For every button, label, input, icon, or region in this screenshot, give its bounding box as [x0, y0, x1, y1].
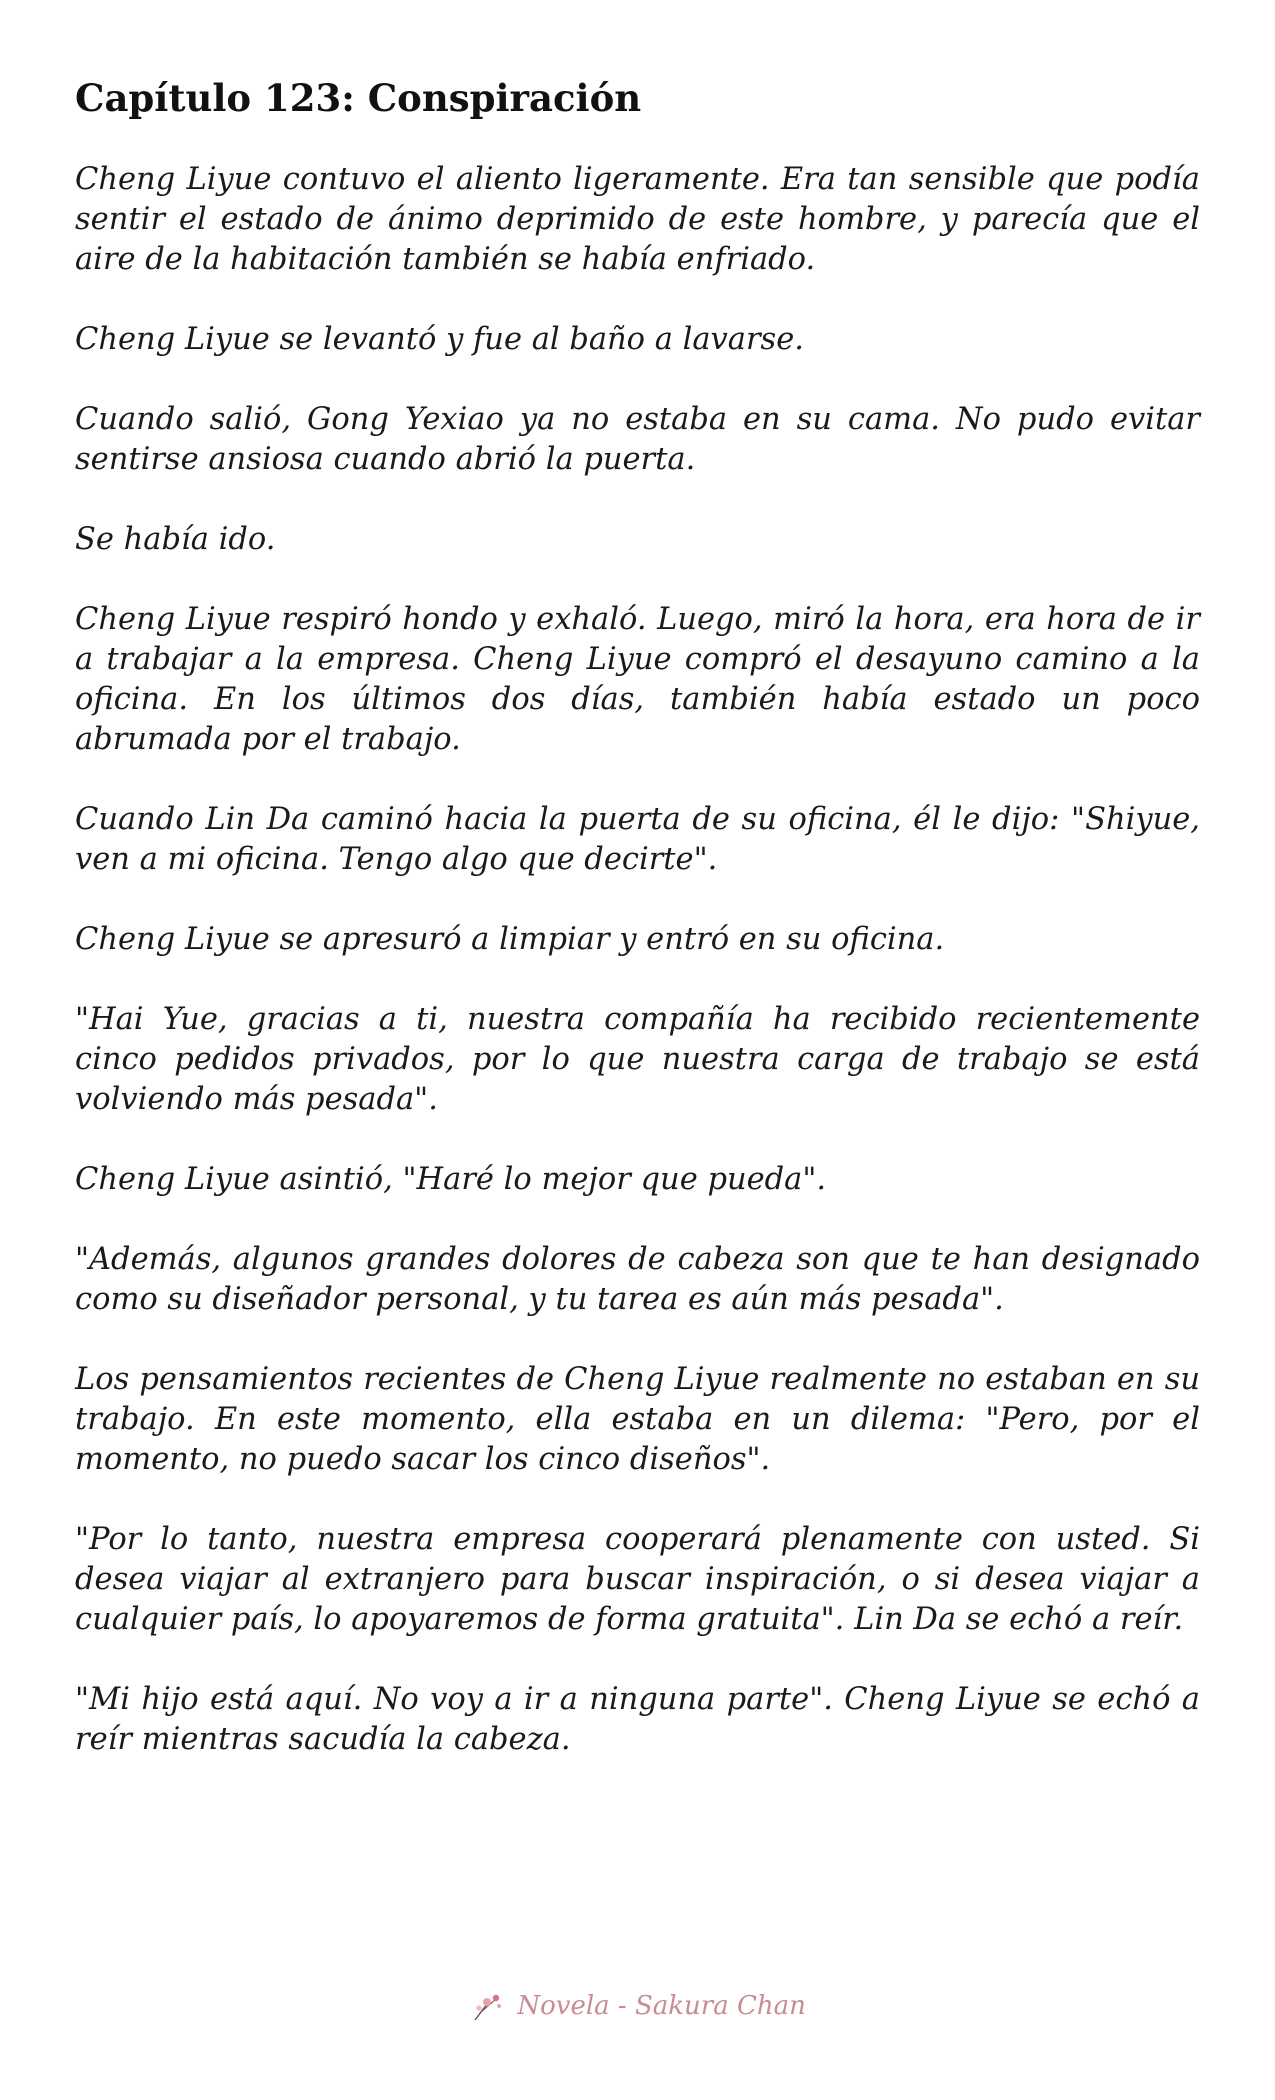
chapter-page	[75, 70, 1200, 1800]
paragraph: "Por lo tanto, nuestra empresa cooperará plenamente con usted. Si desea viajar al extranjero para buscar inspiración, o si desea viajar a cualquier país, lo apoyaremos de forma gratuita". Lin Da se echó a reír.	[75, 1522, 1200, 1637]
chapter-title: Capítulo 123: Conspiración	[75, 76, 642, 120]
watermark-footer	[0, 1990, 1275, 2024]
paragraph: Cheng Liyue asintió, "Haré lo mejor que pueda".	[75, 1162, 827, 1197]
paragraph: "Hai Yue, gracias a ti, nuestra compañía ha recibido recientemente cinco pedidos privados, por lo que nuestra carga de trabajo se está volviendo más pesada".	[75, 1002, 1200, 1117]
paragraph: Cuando Lin Da caminó hacia la puerta de su oficina, él le dijo: "Shiyue, ven a mi oficina. Tengo algo que decirte".	[75, 802, 1200, 877]
sakura-flower-icon	[469, 1990, 505, 2024]
paragraph: Cheng Liyue respiró hondo y exhaló. Luego, miró la hora, era hora de ir a trabajar a la empresa. Cheng Liyue compró el desayuno camino a la oficina. En los últimos dos días, también había estado un poco abrumada por el trabajo.	[75, 602, 1200, 757]
paragraph: Cuando salió, Gong Yexiao ya no estaba en su cama. No pudo evitar sentirse ansiosa cuando abrió la puerta.	[75, 402, 1200, 477]
paragraph: Cheng Liyue se apresuró a limpiar y entró en su oficina.	[75, 922, 945, 957]
paragraph: "Además, algunos grandes dolores de cabeza son que te han designado como su diseñador personal, y tu tarea es aún más pesada".	[75, 1242, 1200, 1317]
paragraph: Los pensamientos recientes de Cheng Liyue realmente no estaban en su trabajo. En este momento, ella estaba en un dilema: "Pero, por el momento, no puedo sacar los cinco diseños".	[75, 1362, 1200, 1477]
chapter-body	[75, 160, 1200, 1760]
paragraph: "Mi hijo está aquí. No voy a ir a ninguna parte". Cheng Liyue se echó a reír mientras sacudía la cabeza.	[75, 1682, 1200, 1757]
paragraph: Se había ido.	[75, 522, 276, 557]
watermark-text: Novela - Sakura Chan	[517, 1991, 806, 2021]
paragraph: Cheng Liyue contuvo el aliento ligeramente. Era tan sensible que podía sentir el estado de ánimo deprimido de este hombre, y parecía que el aire de la habitación también se había enfriado.	[75, 162, 1200, 277]
paragraph: Cheng Liyue se levantó y fue al baño a lavarse.	[75, 322, 804, 357]
